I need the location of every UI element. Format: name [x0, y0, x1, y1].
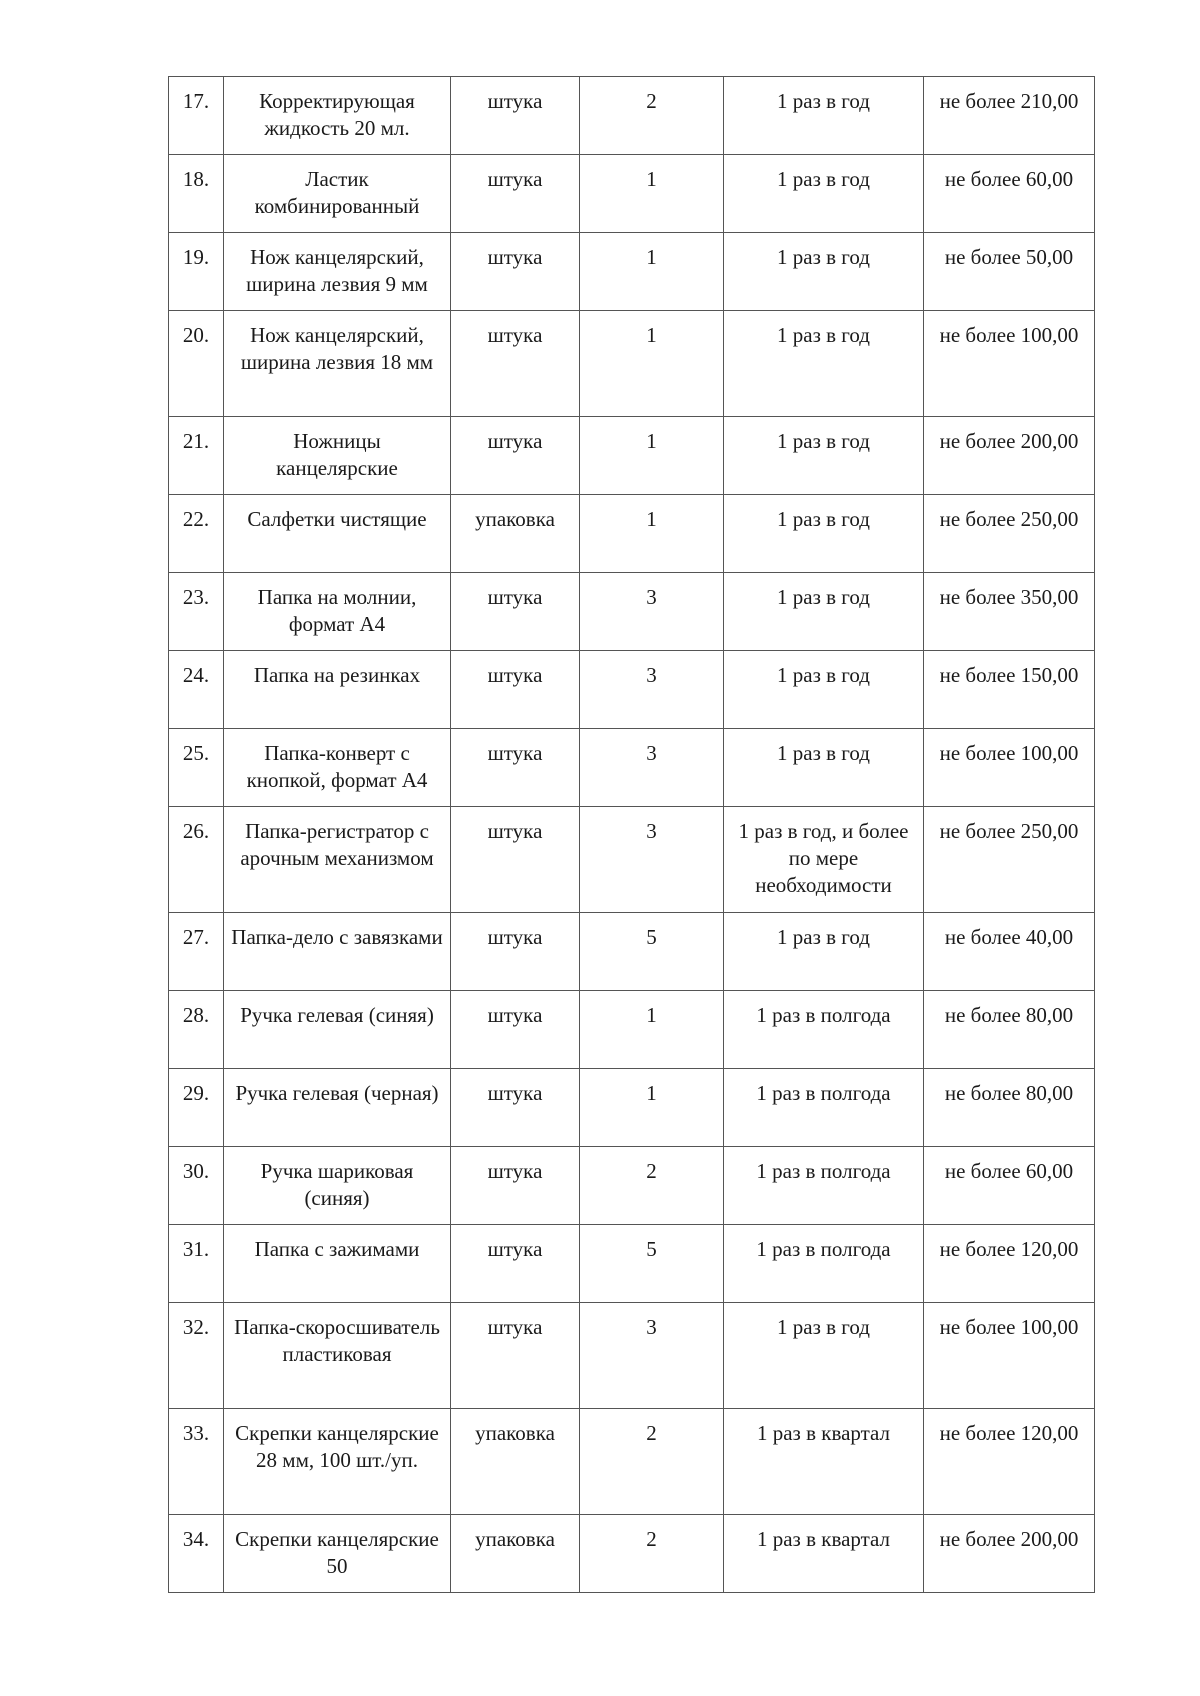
row-number-cell: 21.: [169, 417, 224, 495]
item-name-cell: Нож канцелярский, ширина лезвия 18 мм: [224, 311, 451, 417]
price-cell: не более 100,00: [924, 1303, 1095, 1409]
row-number-cell: 26.: [169, 807, 224, 913]
table-row: [169, 729, 1095, 807]
row-number-cell: 25.: [169, 729, 224, 807]
table-row: [169, 233, 1095, 311]
item-name-cell: Ручка гелевая (синяя): [224, 991, 451, 1069]
price-cell: не более 210,00: [924, 77, 1095, 155]
item-name-cell: Папка-дело с завязками: [224, 913, 451, 991]
item-name-cell: Папка с зажимами: [224, 1225, 451, 1303]
frequency-cell: 1 раз в год: [724, 155, 924, 233]
unit-cell: штука: [451, 729, 580, 807]
table-row: [169, 1409, 1095, 1515]
item-name-cell: Нож канцелярский, ширина лезвия 9 мм: [224, 233, 451, 311]
price-cell: не более 50,00: [924, 233, 1095, 311]
price-cell: не более 200,00: [924, 417, 1095, 495]
unit-cell: штука: [451, 417, 580, 495]
row-number-cell: 31.: [169, 1225, 224, 1303]
table-row: [169, 1147, 1095, 1225]
table-row: [169, 991, 1095, 1069]
table-row: [169, 807, 1095, 913]
item-name-cell: Папка-регистратор с арочным механизмом: [224, 807, 451, 913]
quantity-cell: 3: [580, 1303, 724, 1409]
frequency-cell: 1 раз в полгода: [724, 1147, 924, 1225]
price-cell: не более 250,00: [924, 495, 1095, 573]
row-number-cell: 23.: [169, 573, 224, 651]
row-number-cell: 34.: [169, 1515, 224, 1593]
frequency-cell: 1 раз в год: [724, 1303, 924, 1409]
item-name-cell: Скрепки канцелярские 28 мм, 100 шт./уп.: [224, 1409, 451, 1515]
row-number-cell: 20.: [169, 311, 224, 417]
table-row: [169, 77, 1095, 155]
frequency-cell: 1 раз в квартал: [724, 1515, 924, 1593]
row-number-cell: 29.: [169, 1069, 224, 1147]
frequency-cell: 1 раз в год: [724, 77, 924, 155]
table-row: [169, 573, 1095, 651]
price-cell: не более 120,00: [924, 1225, 1095, 1303]
price-cell: не более 80,00: [924, 1069, 1095, 1147]
unit-cell: штука: [451, 311, 580, 417]
price-cell: не более 350,00: [924, 573, 1095, 651]
quantity-cell: 5: [580, 913, 724, 991]
quantity-cell: 3: [580, 651, 724, 729]
table-body: [169, 77, 1095, 1593]
table-row: [169, 651, 1095, 729]
price-cell: не более 40,00: [924, 913, 1095, 991]
item-name-cell: Папка на молнии, формат А4: [224, 573, 451, 651]
price-cell: не более 60,00: [924, 1147, 1095, 1225]
frequency-cell: 1 раз в год: [724, 913, 924, 991]
item-name-cell: Салфетки чистящие: [224, 495, 451, 573]
quantity-cell: 3: [580, 807, 724, 913]
row-number-cell: 30.: [169, 1147, 224, 1225]
row-number-cell: 17.: [169, 77, 224, 155]
table-row: [169, 1303, 1095, 1409]
frequency-cell: 1 раз в год: [724, 651, 924, 729]
table-row: [169, 155, 1095, 233]
price-cell: не более 250,00: [924, 807, 1095, 913]
frequency-cell: 1 раз в год: [724, 233, 924, 311]
frequency-cell: 1 раз в полгода: [724, 1225, 924, 1303]
unit-cell: упаковка: [451, 1515, 580, 1593]
row-number-cell: 22.: [169, 495, 224, 573]
unit-cell: штука: [451, 77, 580, 155]
quantity-cell: 1: [580, 155, 724, 233]
row-number-cell: 24.: [169, 651, 224, 729]
item-name-cell: Папка на резинках: [224, 651, 451, 729]
frequency-cell: 1 раз в квартал: [724, 1409, 924, 1515]
item-name-cell: Ручка шариковая (синяя): [224, 1147, 451, 1225]
table-row: [169, 417, 1095, 495]
table-row: [169, 1225, 1095, 1303]
price-cell: не более 100,00: [924, 729, 1095, 807]
item-name-cell: Скрепки канцелярские 50: [224, 1515, 451, 1593]
unit-cell: штука: [451, 1069, 580, 1147]
quantity-cell: 1: [580, 233, 724, 311]
unit-cell: штука: [451, 1225, 580, 1303]
table-row: [169, 1069, 1095, 1147]
frequency-cell: 1 раз в полгода: [724, 1069, 924, 1147]
frequency-cell: 1 раз в год, и более по мере необходимости: [724, 807, 924, 913]
price-cell: не более 100,00: [924, 311, 1095, 417]
table-row: [169, 311, 1095, 417]
unit-cell: штука: [451, 913, 580, 991]
quantity-cell: 1: [580, 991, 724, 1069]
frequency-cell: 1 раз в год: [724, 311, 924, 417]
frequency-cell: 1 раз в год: [724, 495, 924, 573]
unit-cell: упаковка: [451, 495, 580, 573]
price-cell: не более 60,00: [924, 155, 1095, 233]
item-name-cell: Ручка гелевая (черная): [224, 1069, 451, 1147]
unit-cell: упаковка: [451, 1409, 580, 1515]
quantity-cell: 2: [580, 1515, 724, 1593]
unit-cell: штука: [451, 155, 580, 233]
row-number-cell: 19.: [169, 233, 224, 311]
quantity-cell: 1: [580, 1069, 724, 1147]
frequency-cell: 1 раз в год: [724, 573, 924, 651]
unit-cell: штука: [451, 233, 580, 311]
item-name-cell: Ластик комбинированный: [224, 155, 451, 233]
unit-cell: штука: [451, 651, 580, 729]
quantity-cell: 5: [580, 1225, 724, 1303]
frequency-cell: 1 раз в год: [724, 417, 924, 495]
frequency-cell: 1 раз в год: [724, 729, 924, 807]
row-number-cell: 27.: [169, 913, 224, 991]
price-cell: не более 200,00: [924, 1515, 1095, 1593]
price-cell: не более 120,00: [924, 1409, 1095, 1515]
item-name-cell: Ножницы канцелярские: [224, 417, 451, 495]
unit-cell: штука: [451, 573, 580, 651]
row-number-cell: 18.: [169, 155, 224, 233]
supplies-table: [168, 76, 1095, 1593]
table-row: [169, 913, 1095, 991]
unit-cell: штука: [451, 807, 580, 913]
quantity-cell: 2: [580, 1147, 724, 1225]
quantity-cell: 1: [580, 311, 724, 417]
quantity-cell: 3: [580, 729, 724, 807]
frequency-cell: 1 раз в полгода: [724, 991, 924, 1069]
quantity-cell: 3: [580, 573, 724, 651]
unit-cell: штука: [451, 1147, 580, 1225]
item-name-cell: Корректирующая жидкость 20 мл.: [224, 77, 451, 155]
item-name-cell: Папка-скоросшиватель пластиковая: [224, 1303, 451, 1409]
table-row: [169, 495, 1095, 573]
row-number-cell: 33.: [169, 1409, 224, 1515]
quantity-cell: 1: [580, 495, 724, 573]
quantity-cell: 2: [580, 77, 724, 155]
row-number-cell: 32.: [169, 1303, 224, 1409]
row-number-cell: 28.: [169, 991, 224, 1069]
price-cell: не более 80,00: [924, 991, 1095, 1069]
table-row: [169, 1515, 1095, 1593]
price-cell: не более 150,00: [924, 651, 1095, 729]
unit-cell: штука: [451, 1303, 580, 1409]
quantity-cell: 2: [580, 1409, 724, 1515]
quantity-cell: 1: [580, 417, 724, 495]
item-name-cell: Папка-конверт с кнопкой, формат А4: [224, 729, 451, 807]
unit-cell: штука: [451, 991, 580, 1069]
